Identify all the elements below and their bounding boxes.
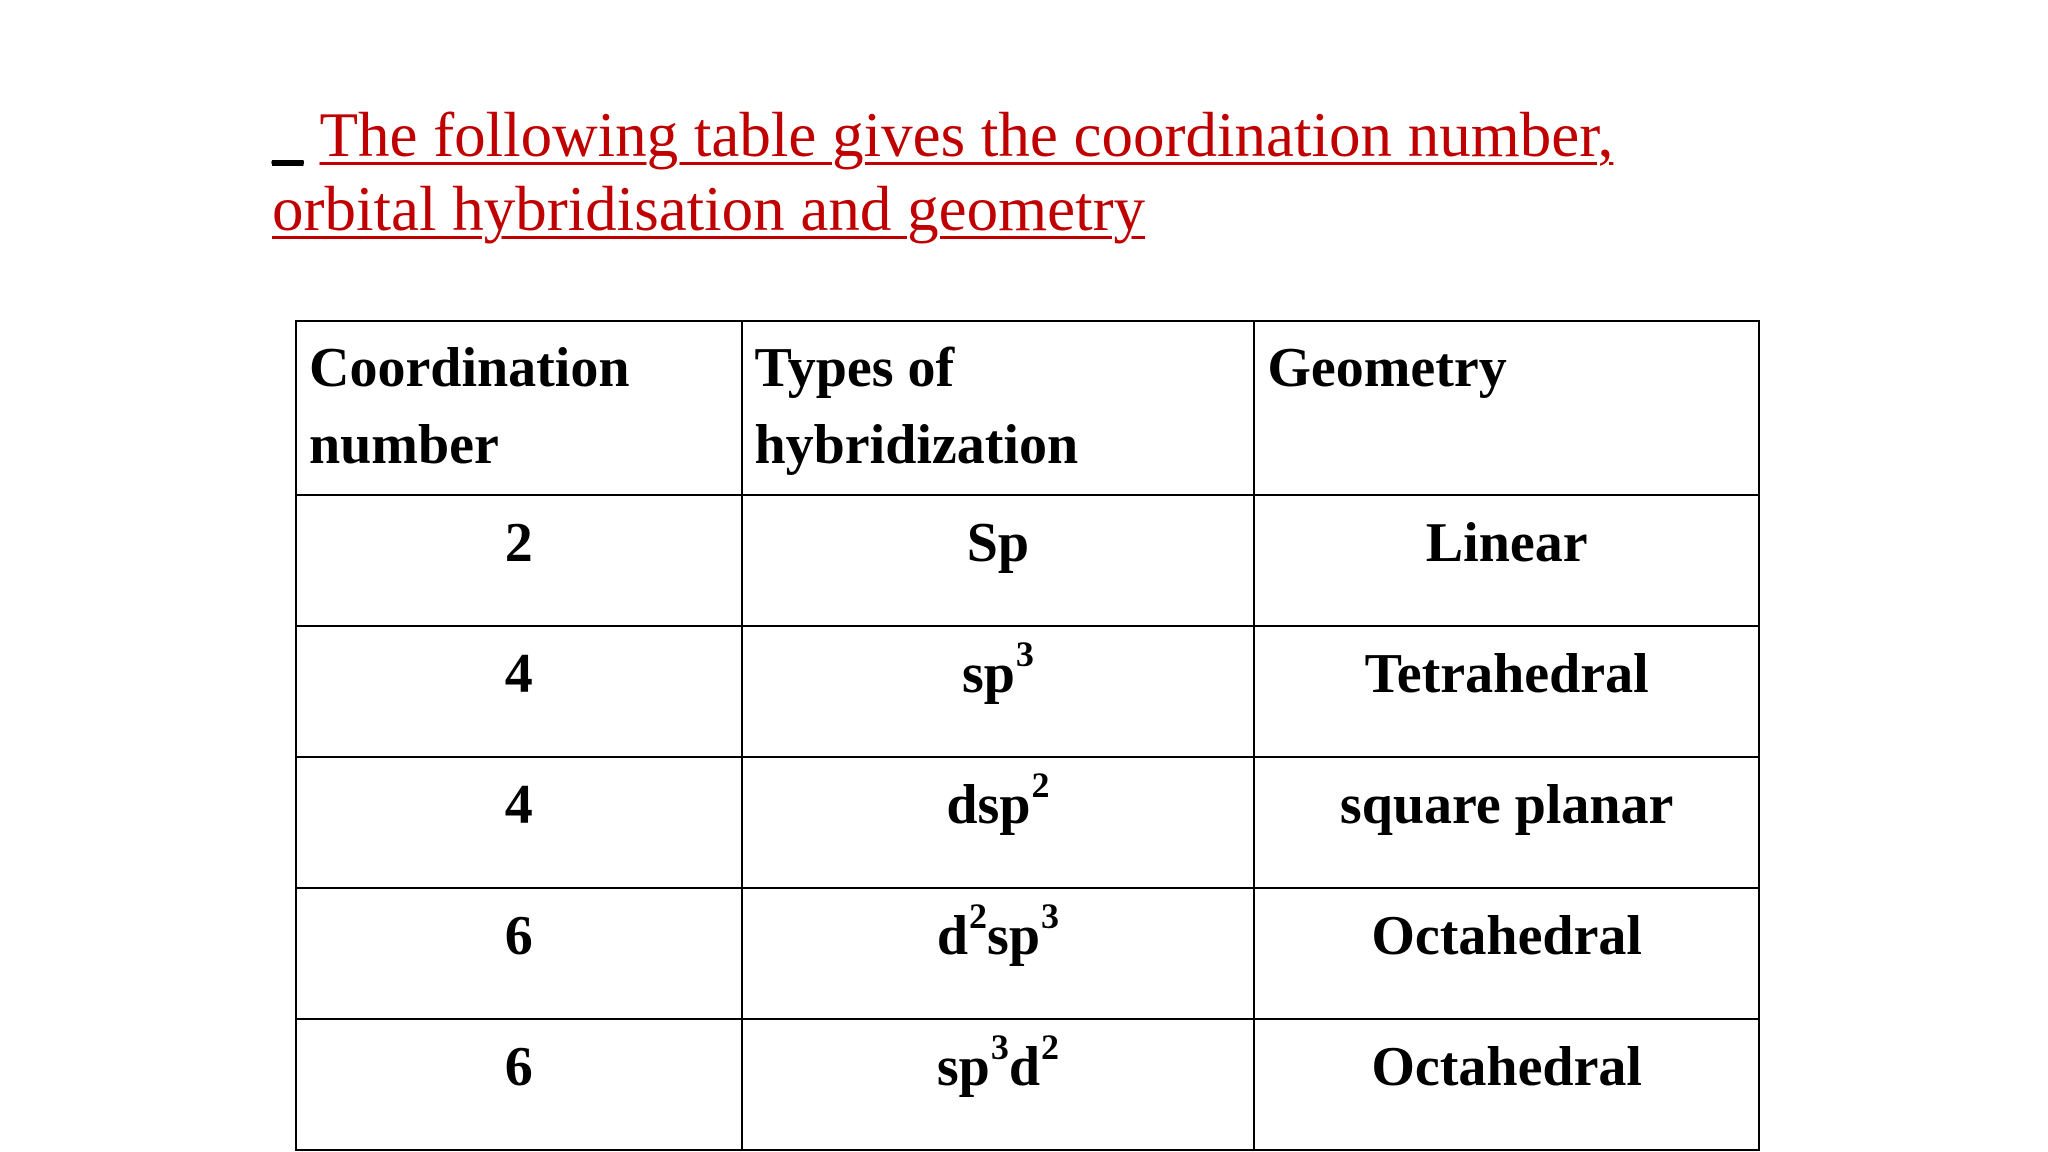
cell-coordination: 4 xyxy=(296,626,742,757)
hybridization-text: dsp xyxy=(946,774,1031,836)
hybridization-text: sp xyxy=(936,1036,990,1098)
header-coordination-number: Coordination number xyxy=(296,321,742,495)
hybridization-text: Sp xyxy=(966,512,1030,574)
hybridization-text: sp xyxy=(961,643,1015,705)
hybridization-superscript: 3 xyxy=(1040,896,1059,936)
hybridization-text: d xyxy=(1008,1036,1040,1098)
header-geometry: Geometry xyxy=(1254,321,1759,495)
cell-hybridization xyxy=(742,626,1255,757)
cell-coordination: 6 xyxy=(296,888,742,1019)
cell-coordination: 2 xyxy=(296,495,742,626)
title-dash: _ xyxy=(272,100,304,170)
header-types-of-hybridization: Types of hybridization xyxy=(742,321,1255,495)
hybridization-superscript: 3 xyxy=(990,1027,1009,1067)
cell-geometry: Linear xyxy=(1254,495,1759,626)
cell-coordination: 4 xyxy=(296,757,742,888)
cell-hybridization xyxy=(742,1019,1255,1150)
hybridization-table xyxy=(295,320,1760,1151)
table-row xyxy=(296,888,1759,1019)
cell-geometry: Octahedral xyxy=(1254,1019,1759,1150)
slide-title xyxy=(272,98,1772,246)
hybridization-superscript: 2 xyxy=(1031,765,1050,805)
cell-geometry: Octahedral xyxy=(1254,888,1759,1019)
hybridization-superscript: 3 xyxy=(1015,634,1034,674)
hybridization-text: d xyxy=(936,905,969,967)
cell-coordination: 6 xyxy=(296,1019,742,1150)
hybridization-superscript: 2 xyxy=(969,896,988,936)
table-header-row xyxy=(296,321,1759,495)
title-line-2: orbital hybridisation and geometry xyxy=(272,174,1146,244)
hybridization-superscript: 2 xyxy=(1040,1027,1059,1067)
title-line-1: The following table gives the coordination number, xyxy=(319,100,1614,170)
table-row xyxy=(296,757,1759,888)
cell-hybridization xyxy=(742,495,1255,626)
hybridization-text: sp xyxy=(987,905,1040,967)
table-row xyxy=(296,626,1759,757)
cell-geometry: Tetrahedral xyxy=(1254,626,1759,757)
cell-geometry: square planar xyxy=(1254,757,1759,888)
cell-hybridization xyxy=(742,888,1255,1019)
table-row xyxy=(296,1019,1759,1150)
table-row xyxy=(296,495,1759,626)
cell-hybridization xyxy=(742,757,1255,888)
